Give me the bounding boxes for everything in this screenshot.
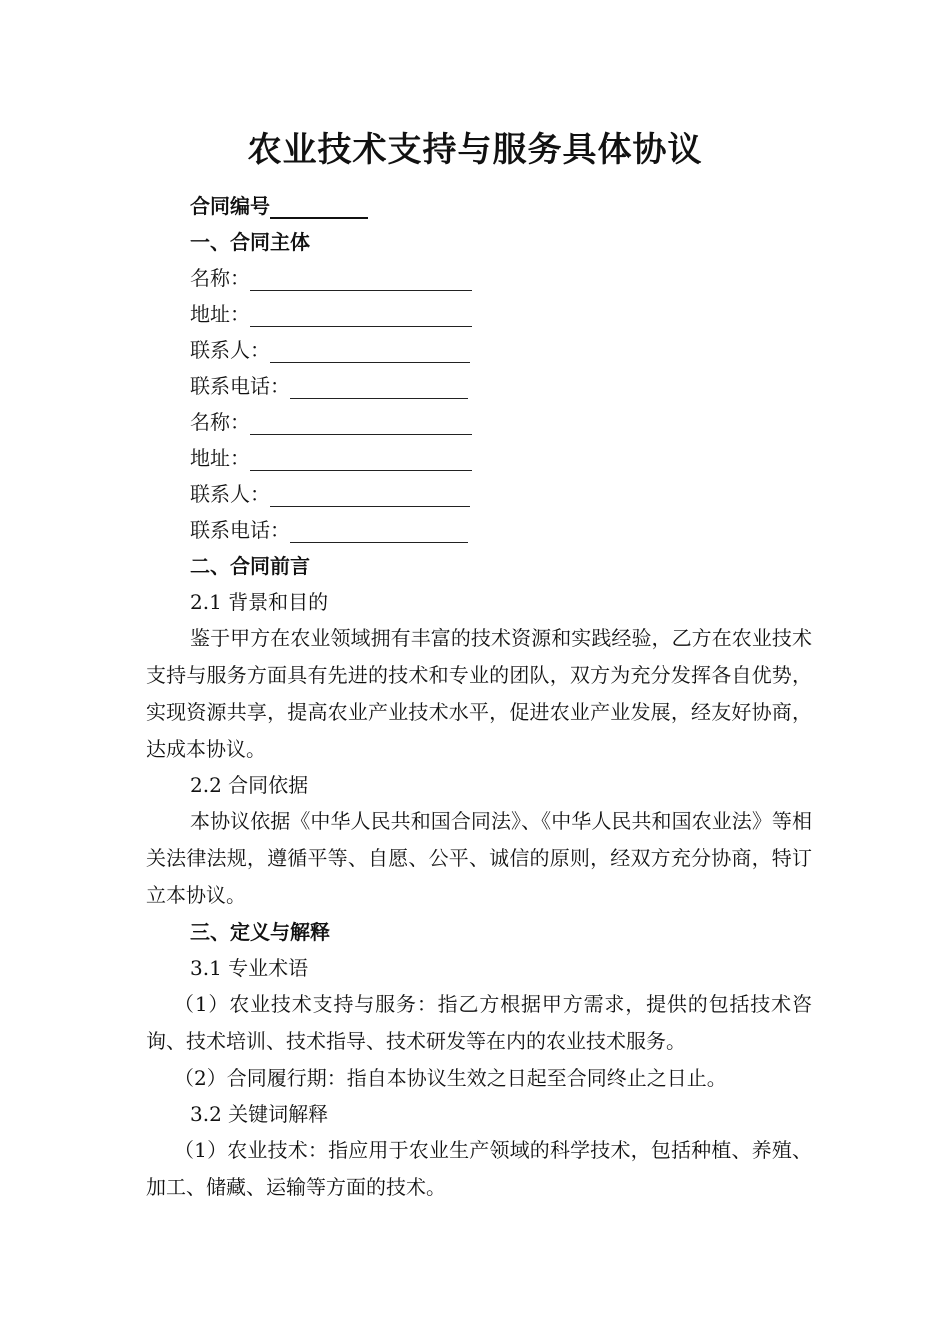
party-b-name-line: [190, 409, 472, 435]
section3-2-item-1: （1）农业技术：指应用于农业生产领域的科学技术，包括种植、养殖、加工、储藏、运输等方面的技术。: [146, 1138, 812, 1199]
party-b-phone-line: [190, 517, 468, 543]
section3-2-title: 3.2 关键词解释: [190, 1102, 329, 1126]
section2-1-paragraph: 鉴于甲方在农业领域拥有丰富的技术资源和实践经验，乙方在农业技术支持与服务方面具有先进的技术和专业的团队，双方为充分发挥各自优势，实现资源共享，提高农业产业技术水平，促进农业产业发展，经友好协商，达成本协议。: [146, 626, 812, 761]
party-a-contact-line: [190, 337, 470, 363]
field-label: 联系电话：: [190, 374, 290, 398]
field-blank[interactable]: [270, 484, 470, 507]
section3-1-item-2: （2）合同履行期：指自本协议生效之日起至合同终止之日止。: [174, 1066, 727, 1090]
party-b-contact-line: [190, 481, 470, 507]
section3-heading: 三、定义与解释: [190, 920, 330, 944]
party-a-name-line: [190, 265, 472, 291]
field-blank[interactable]: [250, 268, 472, 291]
section2-2-title: 2.2 合同依据: [190, 773, 309, 797]
field-label: 名称：: [190, 410, 250, 434]
section2-heading: 二、合同前言: [190, 554, 310, 578]
section2-2-paragraph: 本协议依据《中华人民共和国合同法》、《中华人民共和国农业法》等相关法律法规，遵循平等、自愿、公平、诚信的原则，经双方充分协商，特订立本协议。: [146, 809, 812, 907]
field-blank[interactable]: [250, 412, 472, 435]
section3-1-title: 3.1 专业术语: [190, 956, 309, 980]
party-a-phone-line: [190, 373, 468, 399]
field-blank[interactable]: [250, 448, 472, 471]
field-blank[interactable]: [290, 376, 468, 399]
field-label: 地址：: [190, 446, 250, 470]
field-blank[interactable]: [250, 304, 472, 327]
field-label: 联系人：: [190, 338, 270, 362]
field-blank[interactable]: [270, 340, 470, 363]
contract-number-blank[interactable]: [270, 195, 368, 219]
party-a-address-line: [190, 301, 472, 327]
contract-number-line: [190, 193, 368, 219]
section1-heading: 一、合同主体: [190, 230, 310, 254]
field-label: 联系电话：: [190, 518, 290, 542]
field-label: 联系人：: [190, 482, 270, 506]
party-b-address-line: [190, 445, 472, 471]
section3-1-item-1: （1）农业技术支持与服务：指乙方根据甲方需求，提供的包括技术咨询、技术培训、技术指导、技术研发等在内的农业技术服务。: [146, 992, 812, 1053]
field-label: 名称：: [190, 266, 250, 290]
field-label: 地址：: [190, 302, 250, 326]
contract-number-label: 合同编号: [190, 194, 270, 218]
section2-1-title: 2.1 背景和目的: [190, 590, 329, 614]
field-blank[interactable]: [290, 520, 468, 543]
document-title: 农业技术支持与服务具体协议: [247, 130, 703, 170]
